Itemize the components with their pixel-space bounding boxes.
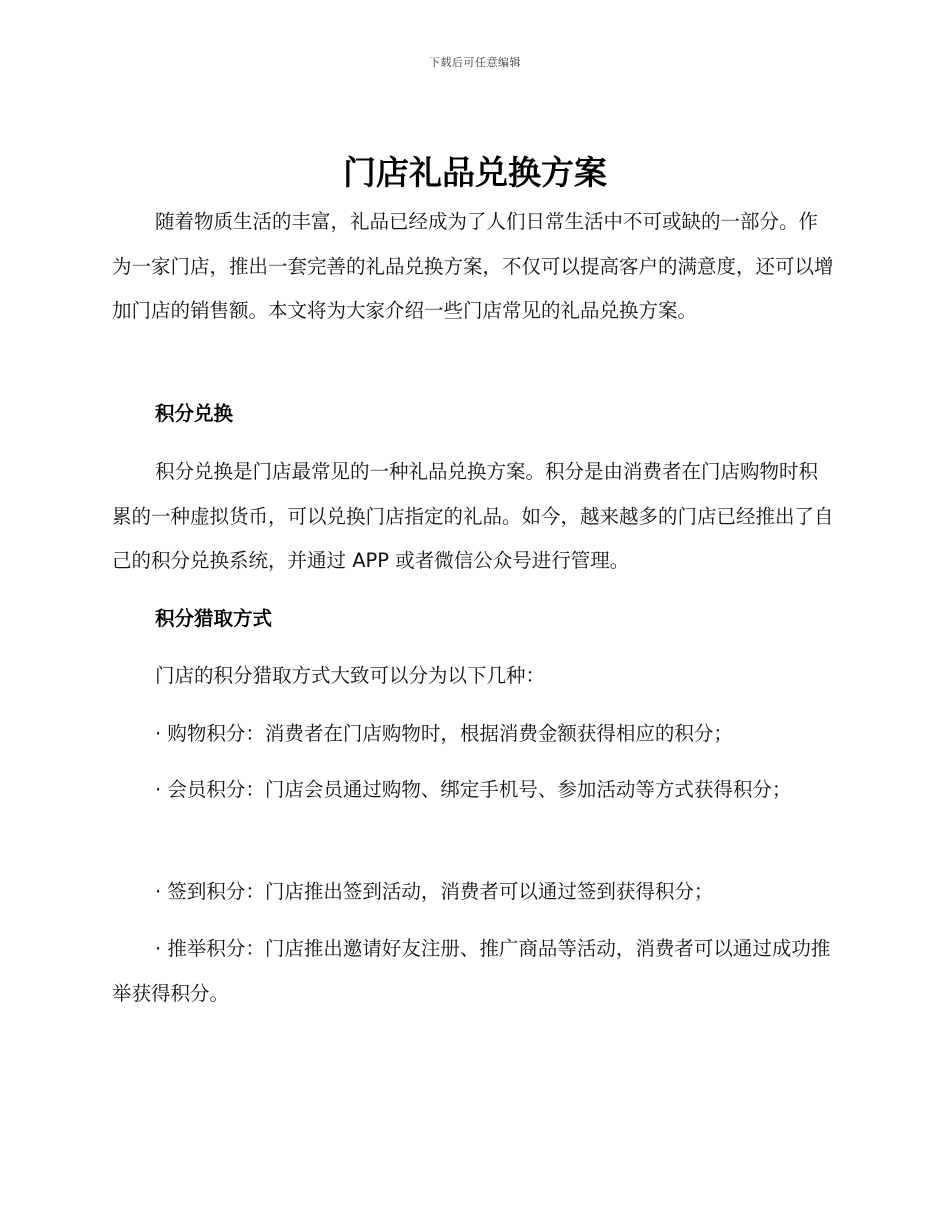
- earning-methods-intro: 门店的积分猎取方式大致可以分为以下几种：: [155, 664, 546, 687]
- points-exchange-paragraph: 积分兑换是门店最常见的一种礼品兑换方案。积分是由消费者在门店购物时积累的一种虚拟货币，可以兑换门店指定的礼品。如今，越来越多的门店已经推出了自己的积分兑换系统，并通过 APP 或者微信公众号进行管理。: [112, 460, 834, 572]
- section-heading-earning-methods: 积分猎取方式: [155, 607, 273, 630]
- intro-paragraph: 随着物质生活的丰富，礼品已经成为了人们日常生活中不可或缺的一部分。作为一家门店，推出一套完善的礼品兑换方案，不仅可以提高客户的满意度，还可以增加门店的销售额。本文将为大家介绍一些门店常见的礼品兑换方案。: [112, 210, 834, 322]
- header-note: 下载后可任意编辑: [429, 56, 521, 69]
- bullet-member-points: · 会员积分：门店会员通过购物、绑定手机号、参加活动等方式获得积分；: [155, 778, 792, 801]
- bullet-checkin-points: · 签到积分：门店推出签到活动，消费者可以通过签到获得积分；: [155, 880, 714, 903]
- document-title: 门店礼品兑换方案: [343, 153, 607, 192]
- bullet-shopping-points: · 购物积分：消费者在门店购物时，根据消费金额获得相应的积分；: [155, 722, 733, 745]
- bullet-referral-points: · 推举积分：门店推出邀请好友注册、推广商品等活动，消费者可以通过成功推举获得积分。: [112, 937, 831, 1005]
- section-heading-points-exchange: 积分兑换: [155, 402, 234, 425]
